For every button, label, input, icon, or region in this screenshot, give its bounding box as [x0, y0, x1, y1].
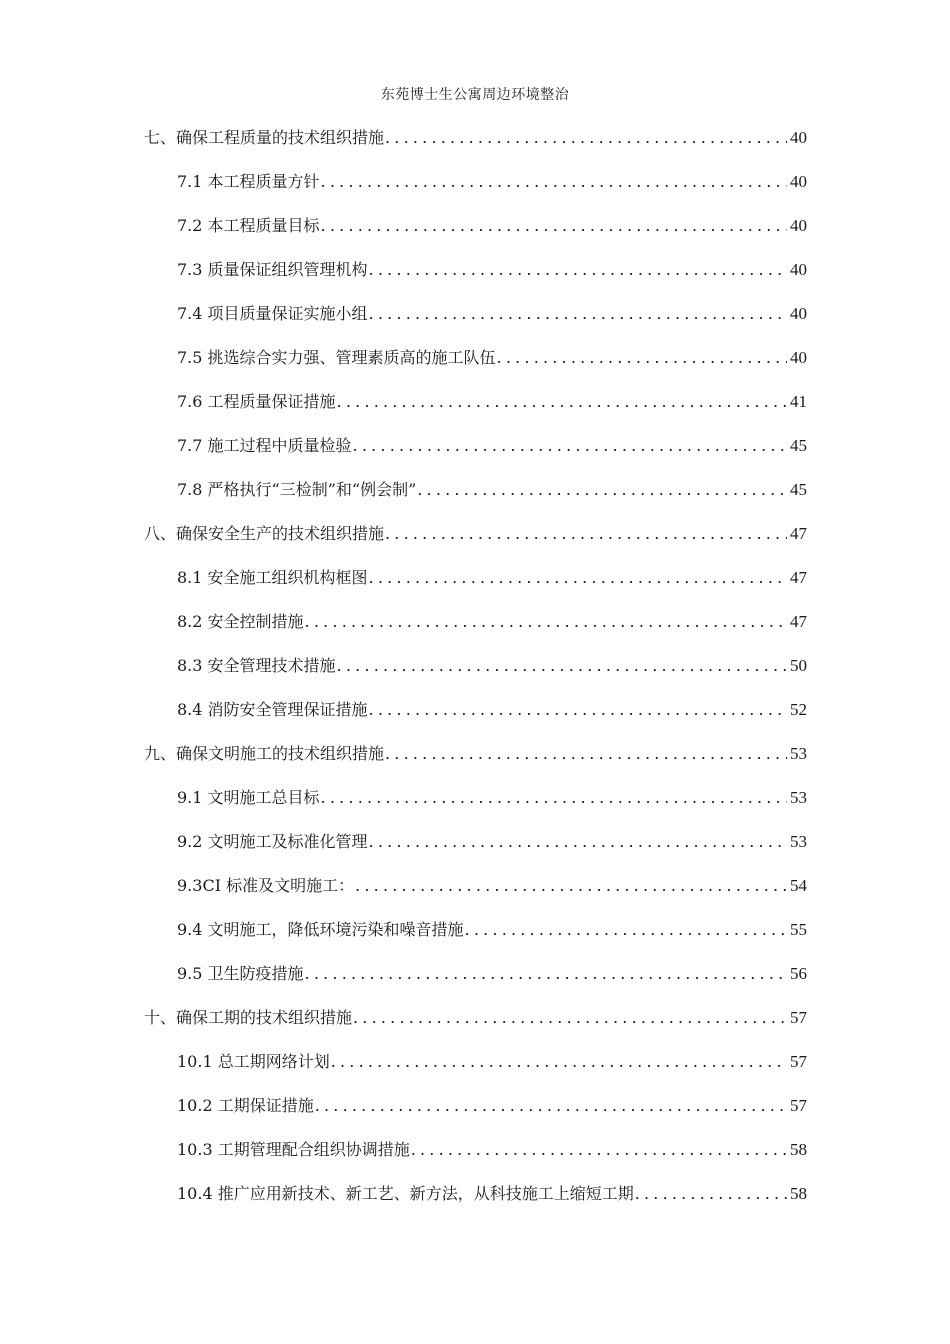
toc-section-entry[interactable]: [177, 344, 807, 372]
toc-section-entry[interactable]: [177, 432, 807, 460]
toc-dot-leader: [353, 1004, 787, 1032]
toc-entry-title: 十、确保工期的技术组织措施: [144, 1008, 353, 1027]
toc-dot-leader: [315, 1092, 787, 1120]
toc-page-number: 40: [790, 260, 807, 279]
toc-dot-leader: [411, 1136, 787, 1164]
toc-section-entry[interactable]: [177, 168, 807, 196]
toc-dot-leader: [355, 872, 787, 900]
toc-entry-title: 9.4 文明施工，降低环境污染和噪音措施: [177, 920, 464, 939]
toc-entry-title: 9.1 文明施工总目标: [177, 788, 320, 807]
toc-entry-title: 7.8 严格执行“三检制”和“例会制”: [177, 480, 417, 499]
toc-dot-leader: [465, 916, 787, 944]
toc-section-entry[interactable]: [177, 1092, 807, 1120]
toc-chapter-entry[interactable]: [144, 520, 807, 548]
toc-entry-title: 7.6 工程质量保证措施: [177, 392, 336, 411]
toc-section-entry[interactable]: [177, 652, 807, 680]
toc-entry-title: 9.2 文明施工及标准化管理: [177, 832, 368, 851]
toc-entry-title: 8.2 安全控制措施: [177, 612, 304, 631]
toc-dot-leader: [305, 960, 787, 988]
toc-section-entry[interactable]: [177, 1180, 807, 1208]
toc-page-number: 40: [790, 348, 807, 367]
toc-dot-leader: [369, 564, 787, 592]
toc-page-number: 40: [790, 216, 807, 235]
toc-dot-leader: [635, 1180, 787, 1208]
toc-dot-leader: [321, 784, 787, 812]
toc-page-number: 40: [790, 304, 807, 323]
toc-dot-leader: [385, 124, 787, 152]
toc-section-entry[interactable]: [177, 476, 807, 504]
toc-entry-title: 8.1 安全施工组织机构框图: [177, 568, 368, 587]
toc-entry-title: 7.7 施工过程中质量检验: [177, 436, 352, 455]
toc-section-entry[interactable]: [177, 388, 807, 416]
toc-section-entry[interactable]: [177, 212, 807, 240]
toc-entry-title: 9.5 卫生防疫措施: [177, 964, 304, 983]
toc-section-entry[interactable]: [177, 300, 807, 328]
toc-entry-title: 7.2 本工程质量目标: [177, 216, 320, 235]
toc-chapter-entry[interactable]: [144, 1004, 807, 1032]
toc-dot-leader: [385, 520, 787, 548]
toc-dot-leader: [385, 740, 787, 768]
toc-entry-title: 8.3 安全管理技术措施: [177, 656, 336, 675]
toc-section-entry[interactable]: [177, 828, 807, 856]
toc-entry-title: 7.4 项目质量保证实施小组: [177, 304, 368, 323]
toc-section-entry[interactable]: [177, 564, 807, 592]
toc-entry-title: 8.4 消防安全管理保证措施: [177, 700, 368, 719]
toc-section-entry[interactable]: [177, 784, 807, 812]
toc-entry-title: 八、确保安全生产的技术组织措施: [144, 524, 385, 543]
toc-entry-title: 7.3 质量保证组织管理机构: [177, 260, 368, 279]
toc-page-number: 45: [790, 480, 807, 499]
toc-entry-title: 七、确保工程质量的技术组织措施: [144, 128, 385, 147]
toc-dot-leader: [331, 1048, 787, 1076]
toc-page-number: 53: [790, 788, 807, 807]
toc-entry-title: 9.3CI 标准及文明施工：: [177, 876, 355, 895]
toc-entry-title: 10.4 推广应用新技术、新工艺、新方法，从科技施工上缩短工期: [177, 1184, 634, 1203]
toc-page-number: 54: [790, 876, 807, 895]
toc-page-number: 58: [790, 1140, 807, 1159]
toc-page-number: 55: [790, 920, 807, 939]
toc-section-entry[interactable]: [177, 608, 807, 636]
toc-entry-title: 九、确保文明施工的技术组织措施: [144, 744, 385, 763]
toc-dot-leader: [305, 608, 787, 636]
toc-section-entry[interactable]: [177, 1048, 807, 1076]
toc-dot-leader: [417, 476, 787, 504]
toc-section-entry[interactable]: [177, 872, 807, 900]
toc-page-number: 53: [790, 744, 807, 763]
toc-page-number: 53: [790, 832, 807, 851]
toc-entry-title: 10.2 工期保证措施: [177, 1096, 314, 1115]
toc-page-number: 52: [790, 700, 807, 719]
toc-dot-leader: [369, 300, 787, 328]
toc-dot-leader: [369, 828, 787, 856]
toc-chapter-entry[interactable]: [144, 124, 807, 152]
toc-page-number: 56: [790, 964, 807, 983]
toc-page-number: 57: [790, 1096, 807, 1115]
toc-page-number: 47: [790, 524, 807, 543]
toc-dot-leader: [337, 388, 787, 416]
toc-page-number: 47: [790, 612, 807, 631]
toc-section-entry[interactable]: [177, 256, 807, 284]
toc-dot-leader: [321, 168, 787, 196]
toc-section-entry[interactable]: [177, 1136, 807, 1164]
toc-chapter-entry[interactable]: [144, 740, 807, 768]
toc-page-number: 40: [790, 128, 807, 147]
toc-page-number: 45: [790, 436, 807, 455]
toc-page-number: 57: [790, 1008, 807, 1027]
toc-page-number: 40: [790, 172, 807, 191]
toc-entry-title: 7.1 本工程质量方针: [177, 172, 320, 191]
toc-entry-title: 10.3 工期管理配合组织协调措施: [177, 1140, 410, 1159]
toc-dot-leader: [369, 256, 787, 284]
toc-dot-leader: [321, 212, 787, 240]
toc-section-entry[interactable]: [177, 960, 807, 988]
toc-section-entry[interactable]: [177, 696, 807, 724]
toc-page-number: 47: [790, 568, 807, 587]
toc-entry-title: 10.1 总工期网络计划: [177, 1052, 330, 1071]
toc-page-number: 41: [790, 392, 807, 411]
toc-entry-title: 7.5 挑选综合实力强、管理素质高的施工队伍: [177, 348, 496, 367]
toc-page-number: 58: [790, 1184, 807, 1203]
toc-page-number: 57: [790, 1052, 807, 1071]
toc-page-number: 50: [790, 656, 807, 675]
toc-dot-leader: [337, 652, 787, 680]
toc-dot-leader: [369, 696, 787, 724]
page-header: 东苑博士生公寓周边环境整治: [380, 87, 570, 103]
toc-dot-leader: [497, 344, 787, 372]
toc-section-entry[interactable]: [177, 916, 807, 944]
toc-dot-leader: [353, 432, 787, 460]
